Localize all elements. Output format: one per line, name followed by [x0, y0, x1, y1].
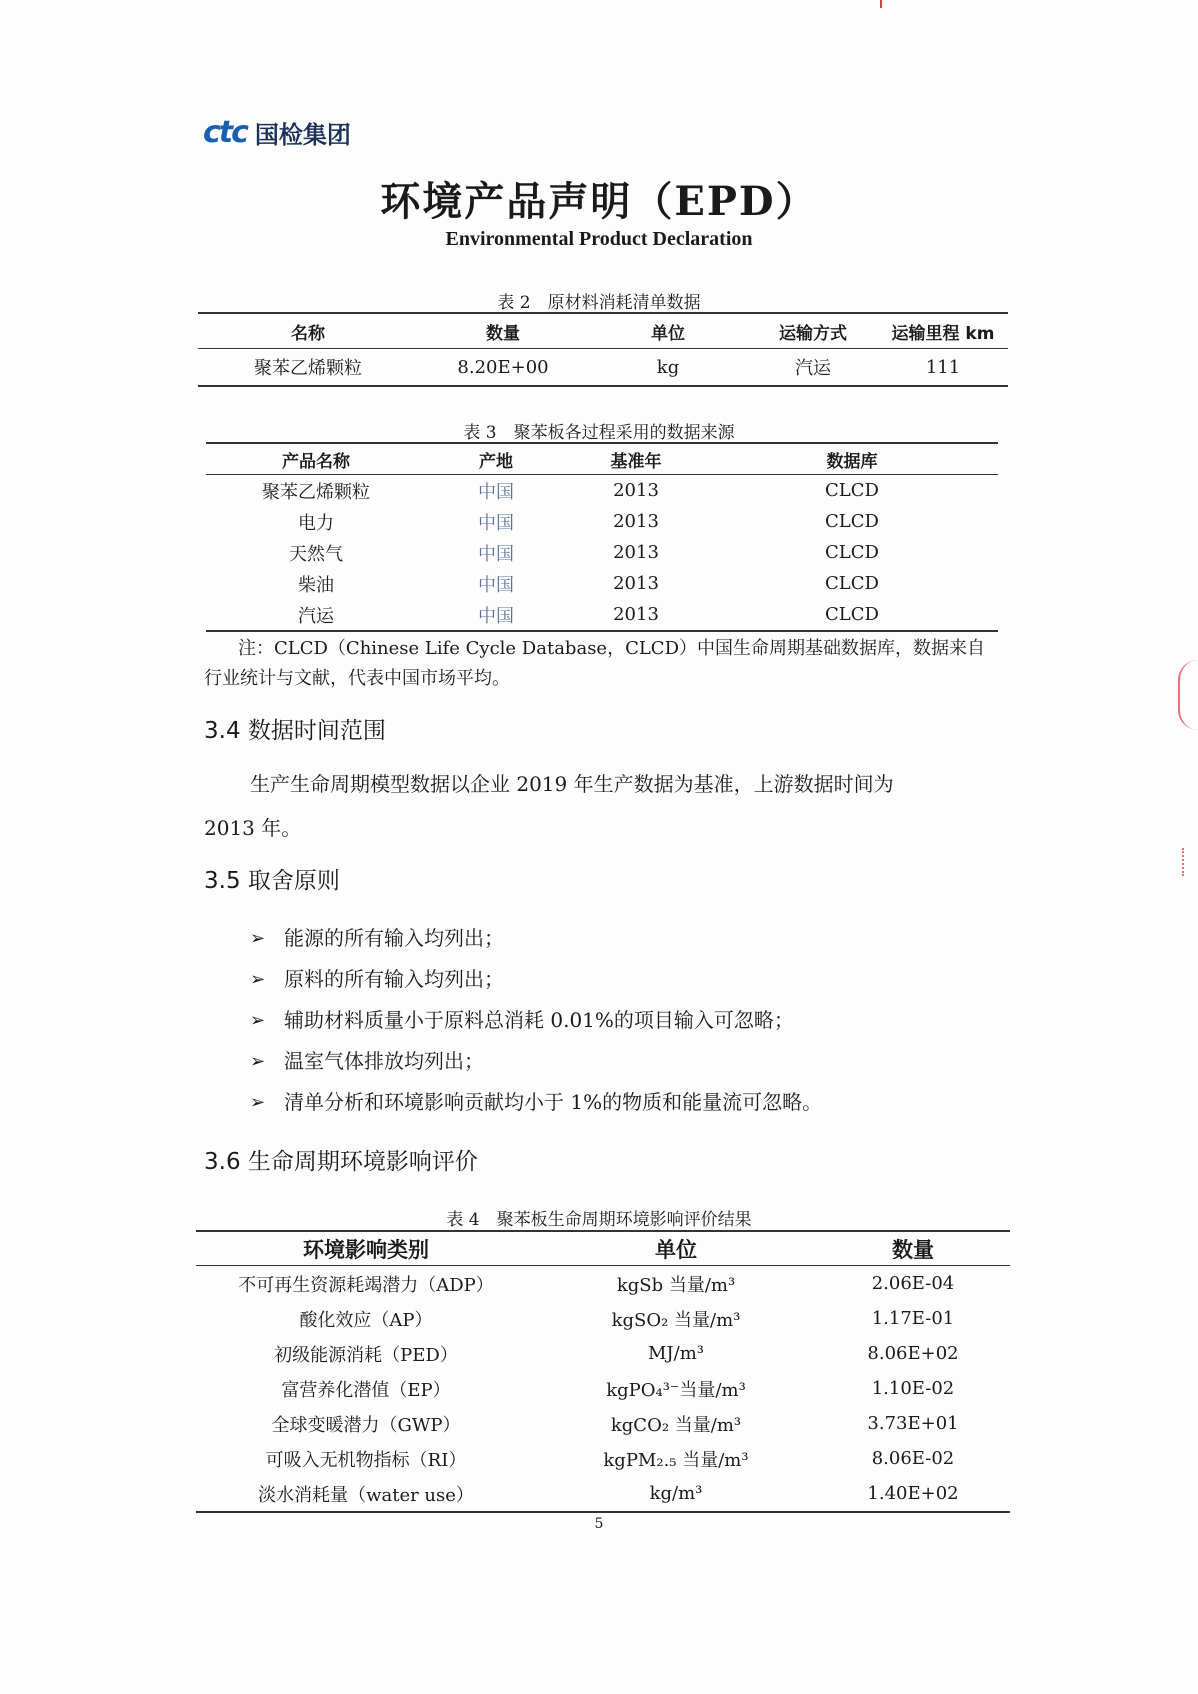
logo-mark: ctc	[203, 115, 247, 150]
table-cell: CLCD	[825, 511, 879, 532]
table-row	[198, 349, 1008, 387]
list-item	[250, 1041, 822, 1082]
table2-header: 运输里程 km	[878, 313, 1008, 349]
table2-header-row	[198, 313, 1008, 349]
table-cell: 2013	[613, 480, 659, 501]
section-3-4-paragraph	[204, 762, 1004, 850]
list-item-text: 辅助材料质量小于原料总消耗 0.01%的项目输入可忽略；	[284, 1008, 794, 1032]
paragraph-line: 生产生命周期模型数据以企业 2019 年生产数据为基准，上游数据时间为	[250, 772, 894, 796]
table2-header: 数量	[418, 313, 588, 349]
table-cell: 汽运	[795, 358, 831, 379]
table-row	[196, 1266, 1010, 1302]
table-cell: CLCD	[825, 542, 879, 563]
table-row	[196, 1476, 1010, 1512]
table-cell: 柴油	[298, 574, 334, 596]
table-row	[206, 568, 998, 599]
table-cell: 111	[925, 356, 961, 378]
logo-name: 国检集团	[254, 121, 351, 149]
table-cell: 不可再生资源耗竭潜力（ADP）	[238, 1274, 494, 1296]
table4-caption: 表 4 聚苯板生命周期环境影响评价结果	[446, 1210, 752, 1230]
table-cell: 中国	[478, 543, 514, 565]
table-row	[206, 506, 998, 537]
arrow-bullet-icon: ➢	[250, 969, 266, 990]
table-cell: 8.06E+02	[867, 1343, 959, 1364]
table-cell: 2013	[613, 511, 659, 532]
table-row	[206, 475, 998, 507]
table-cell: 2013	[613, 604, 659, 625]
arrow-bullet-icon: ➢	[250, 928, 266, 949]
table4-header-row	[196, 1231, 1010, 1266]
company-logo	[203, 115, 351, 150]
table-cell: kgSb 当量/m³	[616, 1274, 736, 1296]
table-cell: CLCD	[825, 480, 879, 501]
table-row	[196, 1441, 1010, 1476]
list-item	[250, 1082, 822, 1123]
table4-header: 数量	[816, 1231, 1010, 1266]
table3	[206, 442, 998, 632]
table3-header: 产地	[426, 443, 566, 475]
table3-note	[204, 634, 1004, 694]
arrow-bullet-icon: ➢	[250, 1092, 266, 1113]
table4-header: 环境影响类别	[196, 1231, 536, 1266]
note-line: 注：CLCD（Chinese Life Cycle Database，CLCD）中国生命周期基础数据库，数据来自	[238, 638, 986, 659]
table-cell: 中国	[478, 605, 514, 627]
page-number: 5	[594, 1516, 604, 1532]
table3-header: 数据库	[706, 443, 998, 475]
list-item-text: 能源的所有输入均列出；	[284, 926, 504, 950]
table2-header: 运输方式	[748, 313, 878, 349]
table-row	[196, 1336, 1010, 1371]
paragraph-line: 2013 年。	[204, 816, 302, 840]
arrow-bullet-icon: ➢	[250, 1051, 266, 1072]
list-item	[250, 918, 822, 959]
table-cell: CLCD	[825, 604, 879, 625]
table-cell: 天然气	[289, 543, 343, 565]
table4-header: 单位	[536, 1231, 816, 1266]
table-cell: kgSO₂ 当量/m³	[611, 1309, 741, 1331]
table-cell: kgPO₄³⁻当量/m³	[606, 1379, 746, 1401]
list-item-text: 温室气体排放均列出；	[284, 1049, 484, 1073]
seal-fragment-icon	[1182, 848, 1198, 876]
table-cell: 聚苯乙烯颗粒	[262, 481, 370, 503]
section-3-4-heading: 3.4 数据时间范围	[204, 718, 386, 744]
table3-header: 基准年	[566, 443, 706, 475]
table3-caption: 表 3 聚苯板各过程采用的数据来源	[463, 423, 735, 443]
table-cell: 初级能源消耗（PED）	[274, 1344, 458, 1366]
table-cell: 中国	[478, 574, 514, 596]
list-item-text: 清单分析和环境影响贡献均小于 1%的物质和能量流可忽略。	[284, 1090, 823, 1114]
table-cell: 2013	[613, 542, 659, 563]
list-item-text: 原料的所有输入均列出；	[284, 967, 504, 991]
table-cell: 富营养化潜值（EP）	[281, 1379, 451, 1401]
table-row	[196, 1301, 1010, 1336]
table-cell: kgCO₂ 当量/m³	[610, 1414, 742, 1436]
table2-header: 单位	[588, 313, 748, 349]
table-cell: 酸化效应（AP）	[299, 1309, 433, 1331]
table-cell: 汽运	[298, 605, 334, 627]
table-row	[196, 1406, 1010, 1441]
table-cell: kg	[656, 356, 680, 378]
list-item	[250, 959, 822, 1000]
list-item	[250, 1000, 822, 1041]
table2	[198, 312, 1008, 387]
table4	[196, 1230, 1010, 1513]
arrow-bullet-icon: ➢	[250, 1010, 266, 1031]
table-cell: 中国	[478, 512, 514, 534]
table-row	[206, 537, 998, 568]
table-row	[206, 599, 998, 631]
table-cell: 聚苯乙烯颗粒	[254, 358, 362, 379]
table-cell: 2.06E-04	[871, 1273, 955, 1294]
table-cell: kgPM₂.₅ 当量/m³	[603, 1449, 749, 1471]
section-3-6-heading: 3.6 生命周期环境影响评价	[204, 1149, 478, 1175]
table-cell: 中国	[478, 481, 514, 503]
table-cell: kg/m³	[649, 1483, 703, 1504]
table-cell: CLCD	[825, 573, 879, 594]
table2-caption: 表 2 原材料消耗清单数据	[497, 293, 701, 313]
table-cell: 1.10E-02	[871, 1378, 955, 1399]
table-cell: 1.17E-01	[871, 1308, 955, 1329]
cutoff-rules-list	[250, 918, 822, 1123]
table-cell: 8.20E+00	[457, 356, 549, 378]
scan-mark-top	[880, 0, 882, 8]
page-subtitle: Environmental Product Declaration	[445, 228, 753, 250]
note-line: 行业统计与文献，代表中国市场平均。	[204, 668, 510, 689]
table-cell: 全球变暖潜力（GWP）	[271, 1414, 461, 1436]
table-cell: MJ/m³	[648, 1343, 704, 1364]
table-cell: 1.40E+02	[867, 1483, 959, 1504]
table3-header-row	[206, 443, 998, 475]
table-cell: 3.73E+01	[867, 1413, 959, 1434]
seal-fragment-icon	[1178, 660, 1198, 730]
table-cell: 淡水消耗量（water use）	[258, 1484, 474, 1506]
section-3-5-heading: 3.5 取舍原则	[204, 868, 340, 894]
table-cell: 8.06E-02	[871, 1448, 955, 1469]
table-cell: 电力	[298, 512, 334, 534]
table3-header: 产品名称	[206, 443, 426, 475]
table-cell: 可吸入无机物指标（RI）	[265, 1449, 467, 1471]
table-row	[196, 1371, 1010, 1406]
table2-header: 名称	[198, 313, 418, 349]
page-title: 环境产品声明（EPD）	[380, 178, 818, 225]
table-cell: 2013	[613, 573, 659, 594]
